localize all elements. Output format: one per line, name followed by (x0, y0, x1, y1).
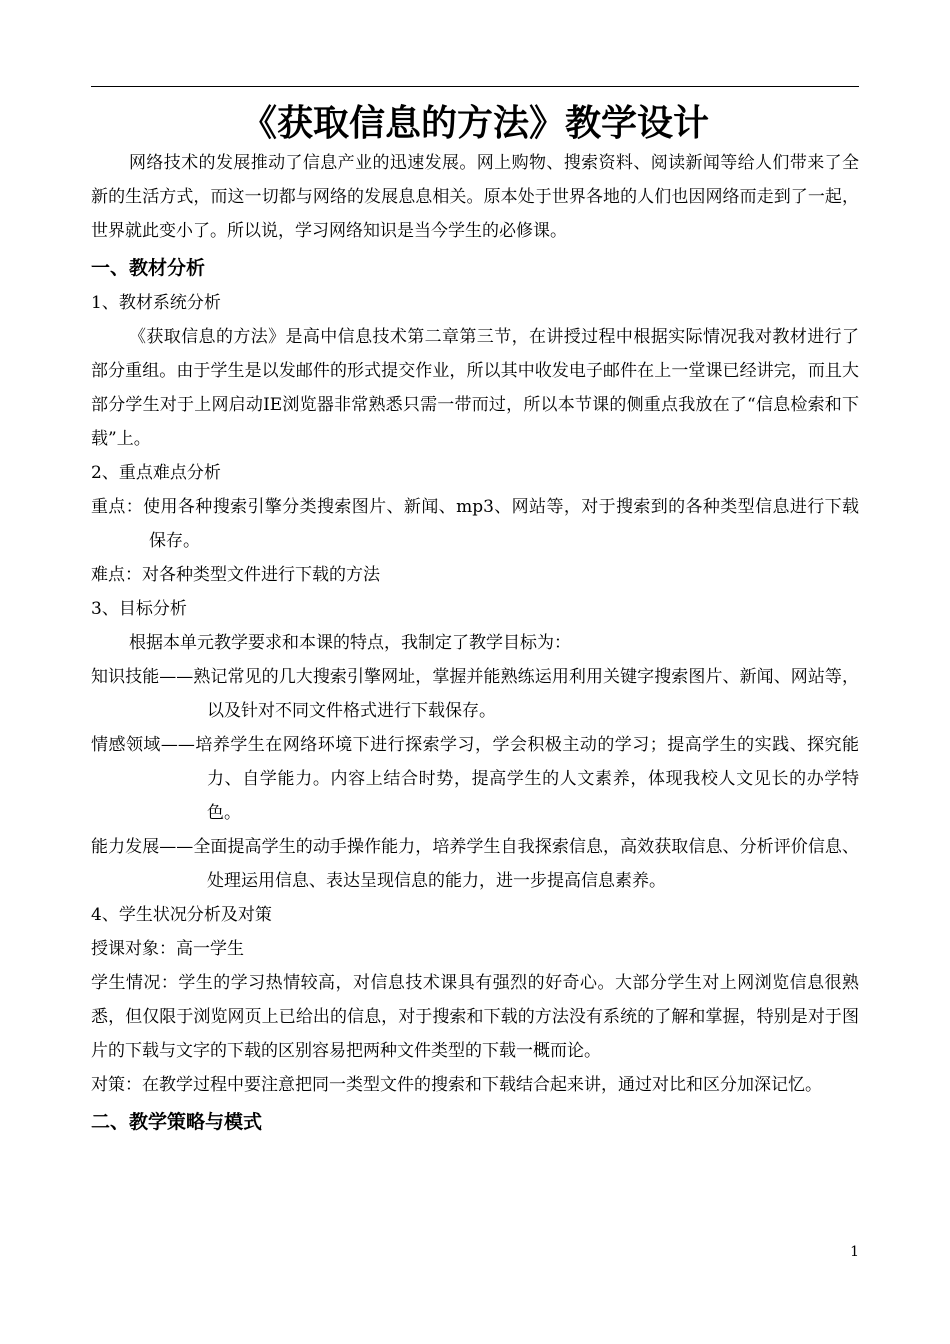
goal-ability-paragraph: 能力发展——全面提高学生的动手操作能力，培养学生自我探索信息，高效获取信息、分析评价信息、处理运用信息、表达呈现信息的能力，进一步提高信息素养。 (91, 837, 859, 891)
section-heading-teaching-strategy: 二、教学策略与模式 (91, 1111, 263, 1133)
system-analysis-paragraph: 《获取信息的方法》是高中信息技术第二章第三节，在讲授过程中根据实际情况我对教材进行了部分重组。由于学生是以发邮件的形式提交作业，所以其中收发电子邮件在上一堂课已经讲完，而且大部分学生对于上网启动IE浏览器非常熟悉只需一带而过，所以本节课的侧重点我放在了“信息检索和下载”上。 (91, 327, 859, 449)
subsection-heading-student-analysis: 4、学生状况分析及对策 (91, 905, 272, 925)
student-situation-paragraph: 学生情况：学生的学习热情较高，对信息技术课具有强烈的好奇心。大部分学生对上网浏览信息很熟悉，但仅限于浏览网页上已给出的信息，对于搜索和下载的方法没有系统的了解和掌握，特别是对于图片的下载与文字的下载的区别容易把两种文件类型的下载一概而论。 (91, 973, 859, 1061)
subsection-heading-goal-analysis: 3、目标分析 (91, 599, 187, 619)
goal-emotion-paragraph: 情感领域——培养学生在网络环境下进行探索学习，学会积极主动的学习；提高学生的实践、探究能力、自学能力。内容上结合时势，提高学生的人文素养，体现我校人文见长的办学特色。 (91, 735, 859, 823)
document-title: 《获取信息的方法》教学设计 (240, 103, 709, 144)
subsection-heading-system-analysis: 1、教材系统分析 (91, 293, 221, 313)
intro-paragraph: 网络技术的发展推动了信息产业的迅速发展。网上购物、搜索资料、阅读新闻等给人们带来了全新的生活方式，而这一切都与网络的发展息息相关。原本处于世界各地的人们也因网络而走到了一起，世界就此变小了。所以说，学习网络知识是当今学生的必修课。 (91, 153, 859, 241)
goal-knowledge-paragraph: 知识技能——熟记常见的几大搜索引擎网址，掌握并能熟练运用利用关键字搜索图片、新闻、网站等，以及针对不同文件格式进行下载保存。 (91, 667, 859, 721)
header-rule (91, 86, 859, 87)
strategy-paragraph: 对策：在教学过程中要注意把同一类型文件的搜索和下载结合起来讲，通过对比和区分加深记忆。 (91, 1075, 822, 1095)
key-point-paragraph: 重点：使用各种搜索引擎分类搜索图片、新闻、mp3、网站等，对于搜索到的各种类型信息进行下载保存。 (91, 497, 859, 551)
section-heading-textbook-analysis: 一、教材分析 (91, 257, 206, 279)
audience-paragraph: 授课对象：高一学生 (91, 939, 244, 959)
page-number: 1 (850, 1244, 859, 1260)
subsection-heading-key-difficult: 2、重点难点分析 (91, 463, 221, 483)
document-body (91, 146, 859, 1140)
goal-intro-paragraph: 根据本单元教学要求和本课的特点，我制定了教学目标为： (129, 633, 571, 653)
difficulty-paragraph: 难点：对各种类型文件进行下载的方法 (91, 565, 380, 585)
